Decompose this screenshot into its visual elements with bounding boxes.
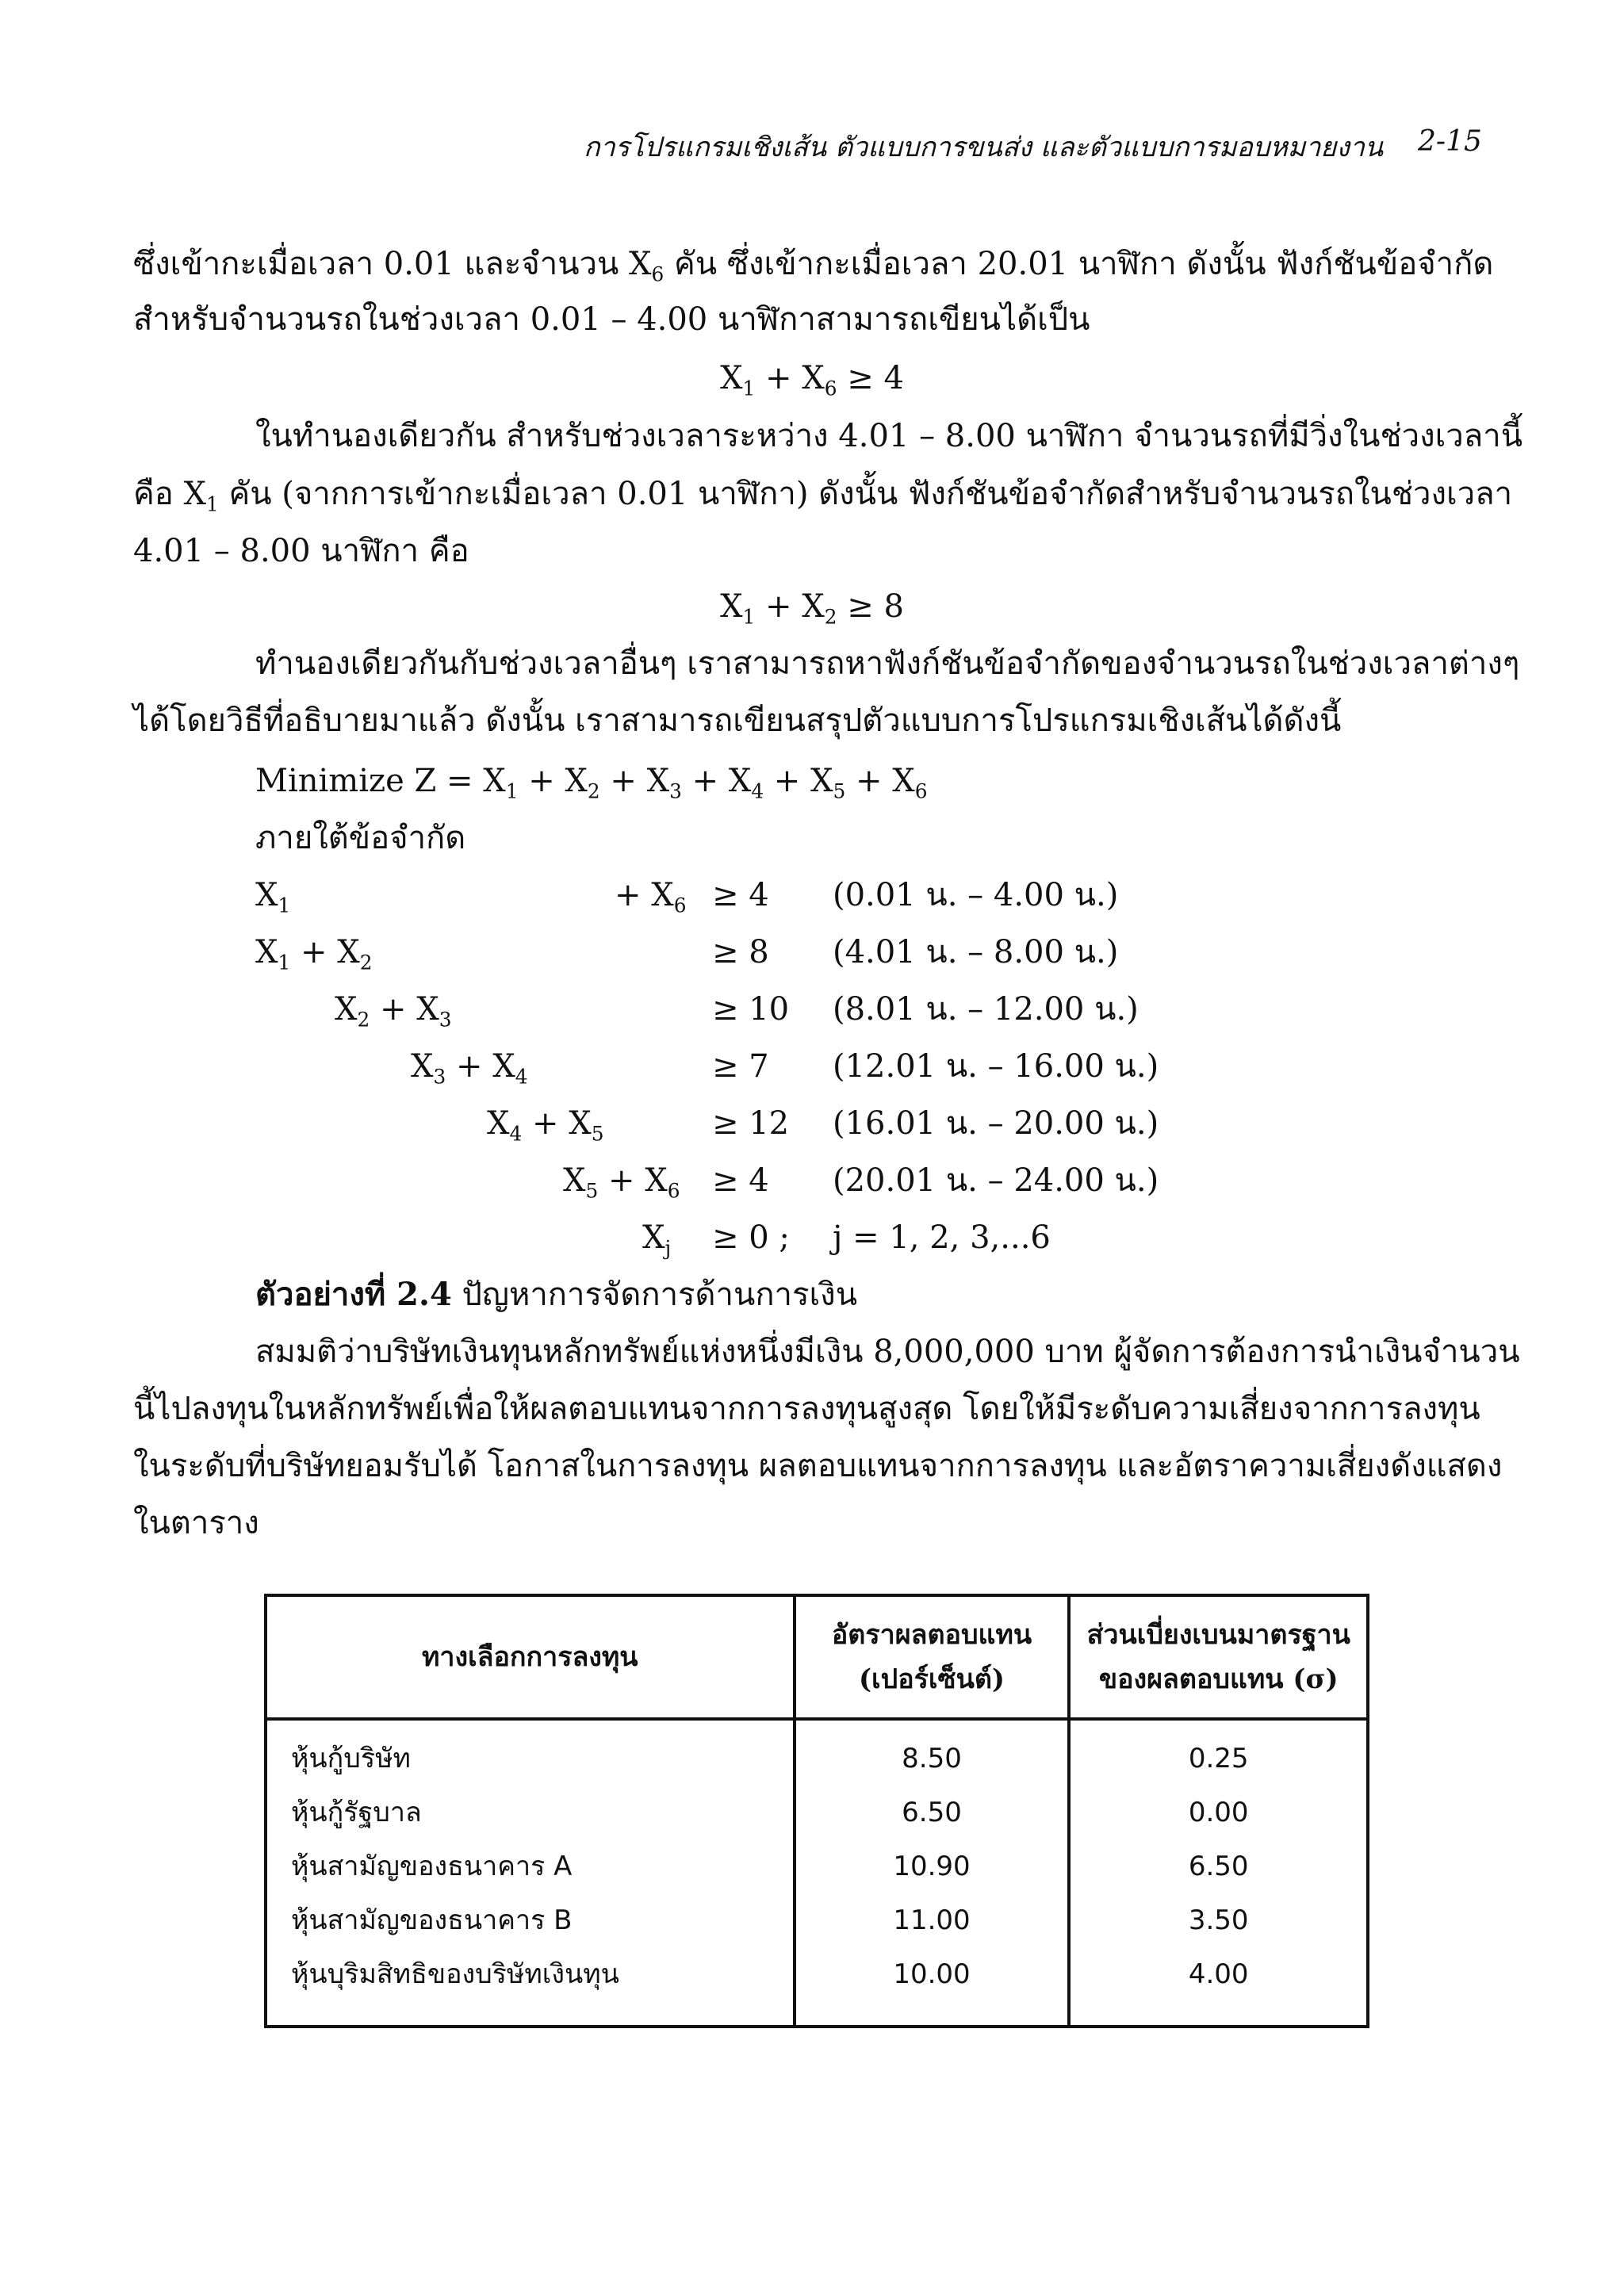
- cell-return: 10.00: [795, 1947, 1070, 2027]
- constraint-1-range: (0.01 น. – 4.00 น.): [833, 877, 1119, 913]
- investment-table: [264, 1594, 1369, 2028]
- cell-option: หุ้นกู้รัฐบาล: [266, 1786, 795, 1839]
- cell-sd: 0.25: [1069, 1719, 1368, 1786]
- cell-return: 6.50: [795, 1786, 1070, 1839]
- cell-option: หุ้นสามัญของธนาคาร B: [266, 1893, 795, 1947]
- constraint-3-rel: ≥ 10: [712, 991, 790, 1028]
- cell-sd: 0.00: [1069, 1786, 1368, 1839]
- constraint-7-range: j = 1, 2, 3,...6: [833, 1219, 1051, 1256]
- constraint-6-range: (20.01 น. – 24.00 น.): [833, 1162, 1159, 1199]
- constraint-2-lhs: $X_1 + X_2$: [255, 934, 373, 974]
- constraint-6-lhs: $X_5 + X_6$: [563, 1162, 680, 1203]
- paragraph-line: 4.01 – 8.00 นาฬิกา คือ: [133, 533, 469, 569]
- constraint-7-lhs: $X_j$: [642, 1219, 672, 1260]
- subject-to-label: ภายใต้ข้อจำกัด: [255, 820, 466, 856]
- paragraph-line: นี้ไปลงทุนในหลักทรัพย์เพื่อให้ผลตอบแทนจากการลงทุนสูงสุด โดยให้มีระดับความเสี่ยงจากการลงทุน: [133, 1391, 1480, 1427]
- table-row: [266, 1786, 1368, 1839]
- constraint-3-lhs: $X_2 + X_3$: [335, 991, 452, 1032]
- cell-sd: 3.50: [1069, 1893, 1368, 1947]
- paragraph-line: ได้โดยวิธีที่อธิบายมาแล้ว ดังนั้น เราสามารถเขียนสรุปตัวแบบการโปรแกรมเชิงเส้นได้ดังนี้: [133, 702, 1342, 739]
- constraint-1-rel: ≥ 4: [712, 877, 769, 913]
- paragraph-line: สำหรับจำนวนรถในช่วงเวลา 0.01 – 4.00 นาฬิกาสามารถเขียนได้เป็น: [133, 301, 1090, 338]
- paragraph-line: ในระดับที่บริษัทยอมรับได้ โอกาสในการลงทุน ผลตอบแทนจากการลงทุน และอัตราความเสี่ยงดังแสดง: [133, 1448, 1503, 1484]
- page-number: 2-15: [1418, 125, 1482, 158]
- paragraph-line: คือ $X_1$ คัน (จากการเข้ากะเมื่อเวลา 0.01 นาฬิกา) ดังนั้น ฟังก์ชันข้อจำกัดสำหรับจำนวนรถในช่วงเวลา: [133, 476, 1513, 516]
- table-row: [266, 1947, 1368, 2027]
- cell-option: หุ้นบุริมสิทธิของบริษัทเงินทุน: [266, 1947, 795, 2027]
- constraint-2-rel: ≥ 8: [712, 934, 769, 970]
- constraint-4-rel: ≥ 7: [712, 1048, 769, 1085]
- constraint-3-range: (8.01 น. – 12.00 น.): [833, 991, 1139, 1028]
- paragraph-line: สมมติว่าบริษัทเงินทุนหลักทรัพย์แห่งหนึ่งมีเงิน 8,000,000 บาท ผู้จัดการต้องการนำเงินจำนวน: [255, 1334, 1520, 1370]
- constraint-4-range: (12.01 น. – 16.00 น.): [833, 1048, 1159, 1085]
- constraint-2-range: (4.01 น. – 8.00 น.): [833, 934, 1119, 970]
- paragraph-line: ในทำนองเดียวกัน สำหรับช่วงเวลาระหว่าง 4.01 – 8.00 นาฬิกา จำนวนรถที่มีวิ่งในช่วงเวลานี้: [255, 418, 1523, 454]
- header-return-rate: อัตราผลตอบแทน (เปอร์เซ็นต์): [795, 1595, 1070, 1719]
- equation-2: $X_1 + X_2 \ge 8$: [720, 588, 904, 629]
- constraint-7-rel: ≥ 0 ;: [712, 1219, 790, 1256]
- table-header-row: [266, 1595, 1368, 1719]
- cell-option: หุ้นกู้บริษัท: [266, 1719, 795, 1786]
- table-row: [266, 1893, 1368, 1947]
- table-row: [266, 1719, 1368, 1786]
- constraint-4-lhs: $X_3 + X_4$: [411, 1048, 528, 1089]
- cell-return: 10.90: [795, 1839, 1070, 1893]
- paragraph-line: ทำนองเดียวกันกับช่วงเวลาอื่นๆ เราสามารถหาฟังก์ชันข้อจำกัดของจำนวนรถในช่วงเวลาต่างๆ: [255, 645, 1520, 682]
- running-header: การโปรแกรมเชิงเส้น ตัวแบบการขนส่ง และตัวแบบการมอบหมายงาน: [584, 132, 1384, 163]
- objective-function: Minimize $Z = X_1 + X_2 + X_3 + X_4 + X_5 + X_6$: [255, 763, 928, 803]
- header-std-dev: ส่วนเบี่ยงเบนมาตรฐาน ของผลตอบแทน (σ): [1069, 1595, 1368, 1719]
- paragraph-line: ซึ่งเข้ากะเมื่อเวลา 0.01 และจำนวน $X_6$ คัน ซึ่งเข้ากะเมื่อเวลา 20.01 นาฬิกา ดังนั้น ฟังก์ชันข้อจำกัด: [133, 246, 1494, 286]
- constraint-5-range: (16.01 น. – 20.00 น.): [833, 1105, 1159, 1142]
- paragraph-line: ในตาราง: [133, 1505, 259, 1541]
- cell-sd: 6.50: [1069, 1839, 1368, 1893]
- cell-sd: 4.00: [1069, 1947, 1368, 2027]
- cell-return: 8.50: [795, 1719, 1070, 1786]
- constraint-5-lhs: $X_4 + X_5$: [487, 1105, 604, 1146]
- cell-option: หุ้นสามัญของธนาคาร A: [266, 1839, 795, 1893]
- constraint-5-rel: ≥ 12: [712, 1105, 790, 1142]
- table-row: [266, 1839, 1368, 1893]
- header-investment-option: ทางเลือกการลงทุน: [266, 1595, 795, 1719]
- equation-1: $X_1 + X_6 \ge 4$: [720, 360, 904, 400]
- constraint-1-lhs1: $X_1$: [255, 877, 291, 917]
- constraint-6-rel: ≥ 4: [712, 1162, 769, 1199]
- example-heading: ตัวอย่างที่ 2.4 ปัญหาการจัดการด้านการเงิน: [255, 1276, 858, 1313]
- constraint-1-lhs2: + $X_6$: [615, 877, 687, 917]
- cell-return: 11.00: [795, 1893, 1070, 1947]
